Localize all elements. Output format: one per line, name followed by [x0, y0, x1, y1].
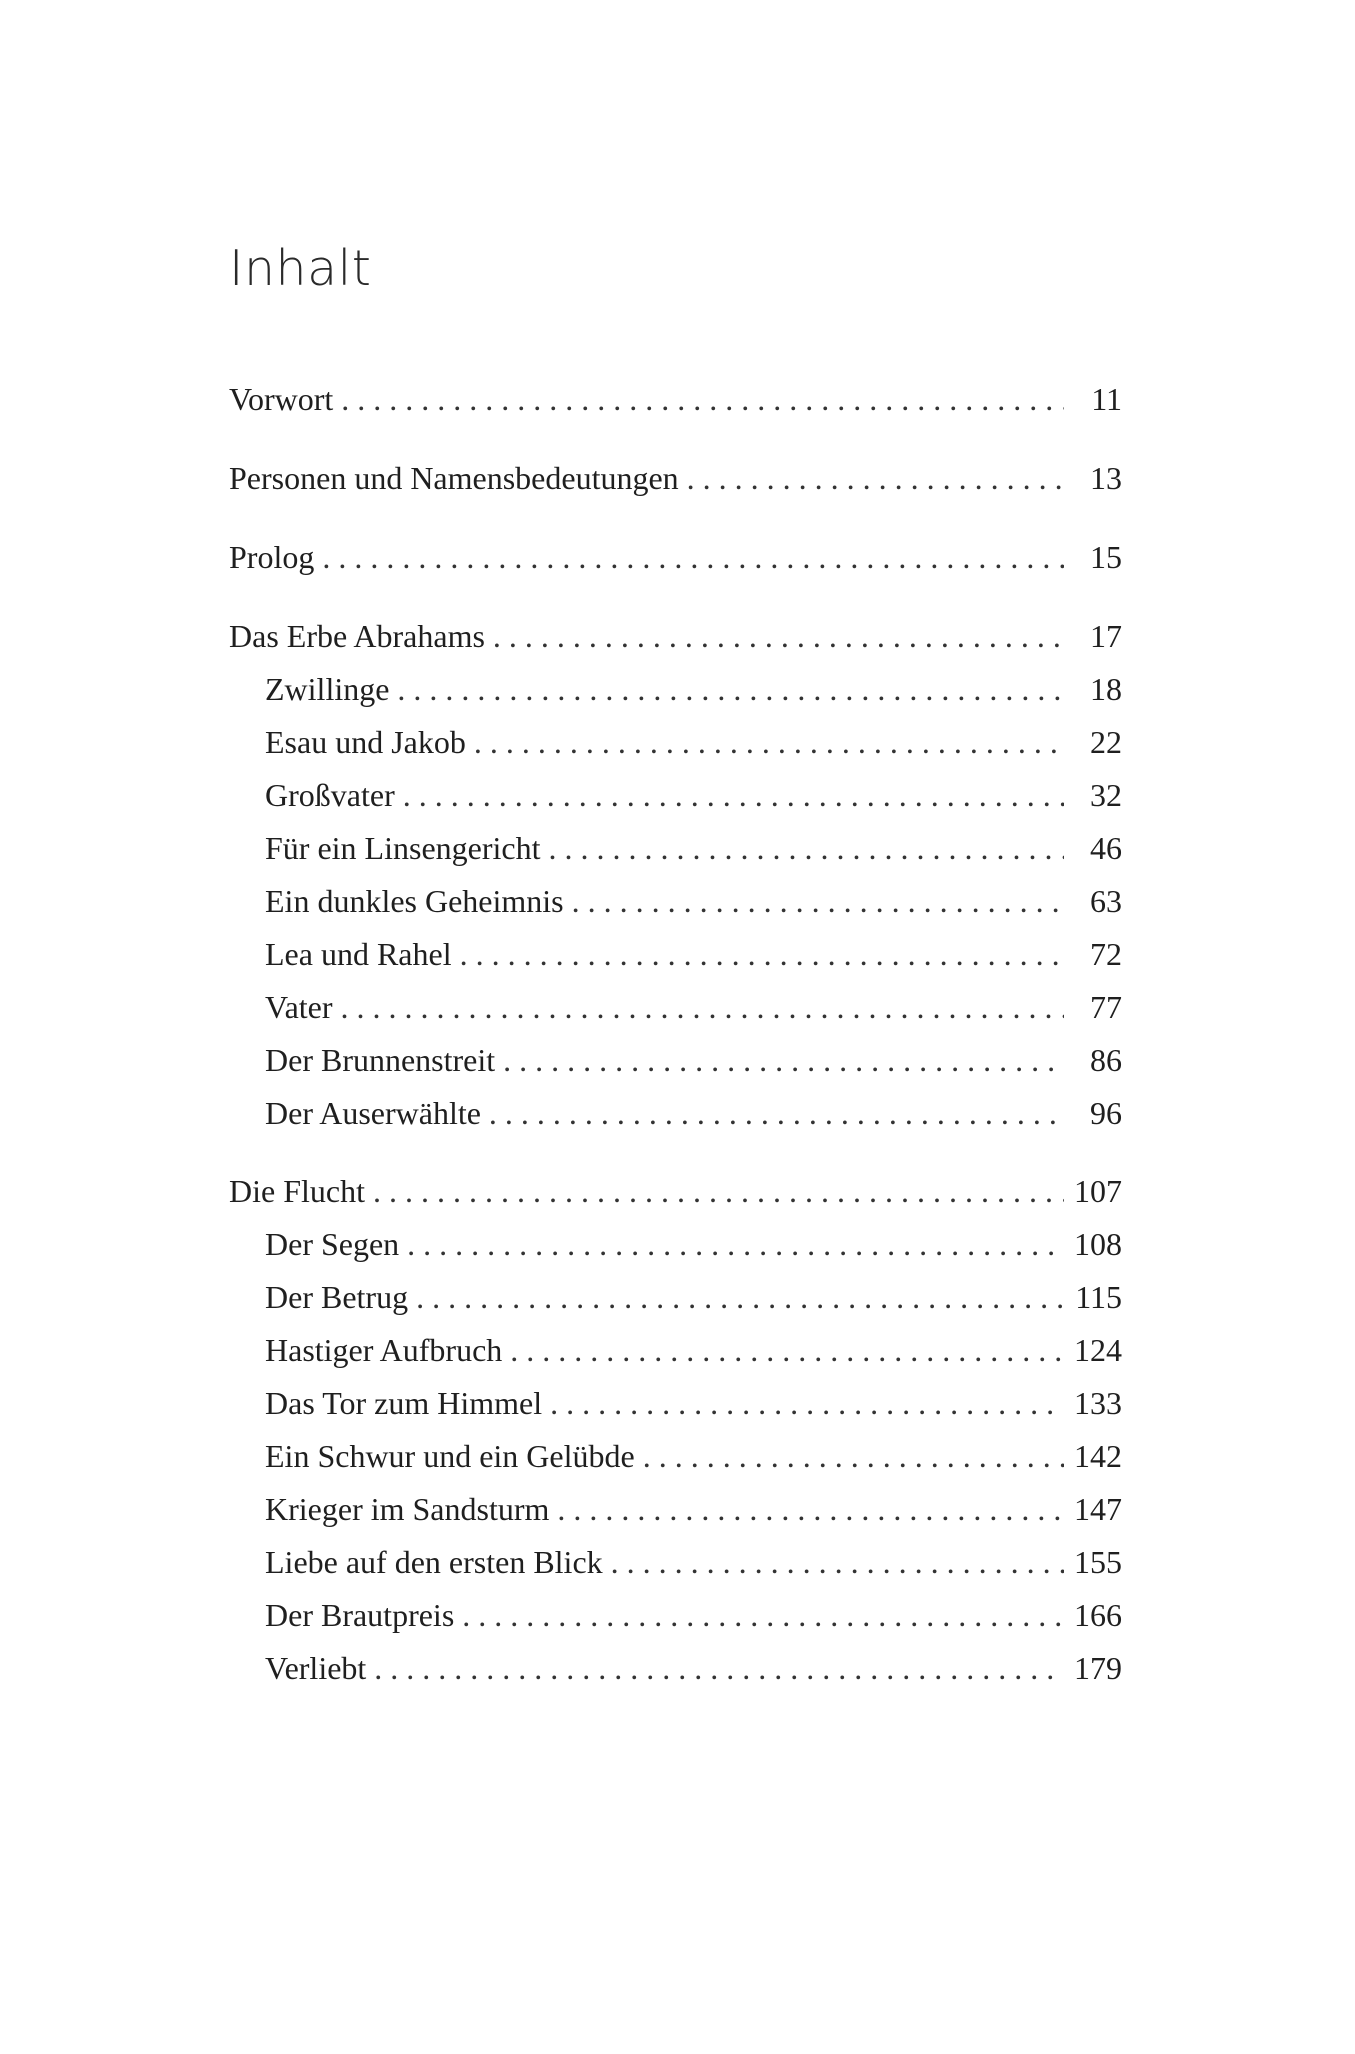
toc-entry-label: Krieger im Sandsturm: [265, 1491, 550, 1527]
toc-entry-page: 15: [1090, 539, 1122, 575]
toc-entry-label: Ein dunkles Geheimnis: [265, 883, 564, 919]
toc-entry-page: 32: [1090, 777, 1122, 813]
toc-dot-leader: [493, 610, 1064, 663]
toc-subentry: [229, 1324, 1122, 1377]
toc-entry-page: 63: [1090, 883, 1122, 919]
toc-entry-page: 72: [1090, 936, 1122, 972]
toc-dot-leader: [572, 875, 1064, 928]
toc-dot-leader: [510, 1324, 1064, 1377]
toc-subentry: [229, 663, 1122, 716]
toc-subentry: [229, 1087, 1122, 1140]
toc-dot-leader: [407, 1218, 1064, 1271]
toc-entry: [229, 452, 1122, 505]
toc-entry-page: 115: [1075, 1279, 1122, 1315]
toc-entry-page: 107: [1074, 1173, 1122, 1209]
toc-entry-label: Großvater: [265, 777, 395, 813]
toc-entry-page: 155: [1074, 1544, 1122, 1580]
toc-entry-label: Der Brunnenstreit: [265, 1042, 496, 1078]
toc-entry-label: Vater: [265, 989, 333, 1025]
toc-dot-leader: [503, 1034, 1064, 1087]
toc-dot-leader: [611, 1536, 1064, 1589]
toc-dot-leader: [341, 373, 1064, 426]
toc-entry-page: 108: [1074, 1226, 1122, 1262]
toc-entry-page: 46: [1090, 830, 1122, 866]
toc-entry-page: 17: [1090, 618, 1122, 654]
toc-entry-page: 86: [1090, 1042, 1122, 1078]
toc-entry-label: Die Flucht: [229, 1173, 365, 1209]
toc-entry-page: 11: [1091, 381, 1122, 417]
toc-entry-label: Der Segen: [265, 1226, 400, 1262]
toc-subentry: [229, 1034, 1122, 1087]
toc-entry-label: Verliebt: [265, 1650, 367, 1686]
table-of-contents: [229, 373, 1122, 1695]
toc-entry-page: 18: [1090, 671, 1122, 707]
toc-entry-page: 13: [1090, 460, 1122, 496]
toc-entry-label: Der Brautpreis: [265, 1597, 455, 1633]
toc-dot-leader: [462, 1589, 1064, 1642]
toc-dot-leader: [322, 531, 1064, 584]
toc-subentry: [229, 1589, 1122, 1642]
toc-subentry: [229, 1536, 1122, 1589]
toc-subentry: [229, 981, 1122, 1034]
toc-subentry: [229, 928, 1122, 981]
toc-entry-label: Liebe auf den ersten Blick: [265, 1544, 603, 1580]
toc-entry-label: Für ein Linsengericht: [265, 830, 541, 866]
toc-entry-label: Esau und Jakob: [265, 724, 466, 760]
toc-entry: [229, 610, 1122, 663]
toc-entry-page: 179: [1074, 1650, 1122, 1686]
toc-dot-leader: [643, 1430, 1064, 1483]
toc-entry-label: Das Tor zum Himmel: [265, 1385, 543, 1421]
toc-entry-label: Lea und Rahel: [265, 936, 452, 972]
toc-dot-leader: [341, 981, 1064, 1034]
toc-subentry: [229, 1218, 1122, 1271]
toc-entry-label: Zwillinge: [265, 671, 390, 707]
toc-dot-leader: [474, 716, 1064, 769]
toc-dot-leader: [548, 822, 1064, 875]
toc-entry-label: Prolog: [229, 539, 315, 575]
toc-subentry: [229, 769, 1122, 822]
toc-entry: [229, 1165, 1122, 1218]
toc-entry-page: 133: [1074, 1385, 1122, 1421]
toc-dot-leader: [460, 928, 1064, 981]
toc-entry-label: Der Betrug: [265, 1279, 409, 1315]
toc-dot-leader: [397, 663, 1064, 716]
toc-entry-page: 124: [1074, 1332, 1122, 1368]
toc-entry-label: Ein Schwur und ein Gelübde: [265, 1438, 635, 1474]
toc-subentry: [229, 716, 1122, 769]
toc-entry: [229, 373, 1122, 426]
toc-subentry: [229, 1271, 1122, 1324]
toc-dot-leader: [416, 1271, 1064, 1324]
toc-entry-label: Vorwort: [229, 381, 334, 417]
toc-dot-leader: [373, 1165, 1064, 1218]
toc-subentry: [229, 1483, 1122, 1536]
toc-entry-label: Hastiger Aufbruch: [265, 1332, 503, 1368]
toc-entry-page: 77: [1090, 989, 1122, 1025]
toc-entry-label: Der Auserwählte: [265, 1095, 481, 1131]
toc-dot-leader: [687, 452, 1064, 505]
toc-entry-page: 96: [1090, 1095, 1122, 1131]
toc-dot-leader: [550, 1377, 1064, 1430]
toc-dot-leader: [557, 1483, 1064, 1536]
toc-entry-page: 147: [1074, 1491, 1122, 1527]
toc-entry-page: 22: [1090, 724, 1122, 760]
toc-entry: [229, 531, 1122, 584]
toc-subentry: [229, 1642, 1122, 1695]
toc-subentry: [229, 1377, 1122, 1430]
page-title: Inhalt: [229, 240, 372, 297]
toc-dot-leader: [374, 1642, 1064, 1695]
toc-subentry: [229, 875, 1122, 928]
toc-entry-label: Personen und Namensbedeutungen: [229, 460, 679, 496]
toc-dot-leader: [403, 769, 1064, 822]
toc-entry-page: 166: [1074, 1597, 1122, 1633]
toc-subentry: [229, 822, 1122, 875]
toc-entry-page: 142: [1074, 1438, 1122, 1474]
toc-entry-label: Das Erbe Abrahams: [229, 618, 485, 654]
toc-subentry: [229, 1430, 1122, 1483]
toc-dot-leader: [489, 1087, 1064, 1140]
